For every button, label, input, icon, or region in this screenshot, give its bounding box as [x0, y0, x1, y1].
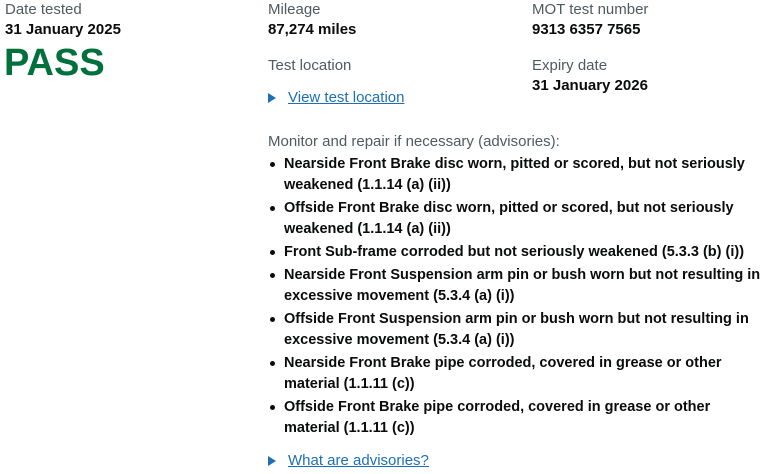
test-summary-right — [532, 0, 762, 96]
view-test-location-toggle[interactable] — [268, 88, 518, 108]
what-are-advisories-link[interactable]: What are advisories? — [288, 452, 429, 469]
advisories-heading: Monitor and repair if necessary (advisories): — [268, 133, 560, 150]
advisories-list — [268, 154, 764, 439]
test-result-status: PASS — [4, 42, 105, 84]
date-tested-label: Date tested — [5, 1, 82, 18]
test-summary-left — [5, 0, 255, 84]
advisory-item: Nearside Front Suspension arm pin or bush worn but not resulting in excessive movement (5.3.4 (a) (i)) — [268, 265, 764, 307]
mot-test-number-value: 9313 6357 7565 — [532, 21, 641, 38]
date-tested-value: 31 January 2025 — [5, 21, 121, 38]
advisory-item: Offside Front Brake pipe corroded, covered in grease or other material (1.1.11 (c)) — [268, 397, 764, 439]
advisory-item: Front Sub-frame corroded but not seriously weakened (5.3.3 (b) (i)) — [268, 242, 764, 263]
expiry-date-label: Expiry date — [532, 57, 608, 74]
expiry-date-value: 31 January 2026 — [532, 77, 648, 94]
advisory-item: Nearside Front Brake pipe corroded, covered in grease or other material (1.1.11 (c)) — [268, 353, 764, 395]
advisory-item: Nearside Front Brake disc worn, pitted or scored, but not seriously weakened (1.1.14 (a) (ii)) — [268, 154, 764, 196]
advisories-section — [268, 132, 764, 441]
expand-triangle-icon — [268, 93, 276, 103]
expand-triangle-icon — [268, 456, 276, 466]
mileage-value: 87,274 miles — [268, 21, 357, 38]
what-are-advisories-toggle[interactable] — [268, 451, 429, 471]
mileage-label: Mileage — [268, 1, 321, 18]
advisory-item: Offside Front Suspension arm pin or bush worn but not resulting in excessive movement (5.3.4 (a) (i)) — [268, 309, 764, 351]
advisory-item: Offside Front Brake disc worn, pitted or scored, but not seriously weakened (1.1.14 (a) (ii)) — [268, 198, 764, 240]
view-test-location-link[interactable]: View test location — [288, 89, 405, 106]
test-summary-middle — [268, 0, 518, 108]
test-location-label: Test location — [268, 57, 352, 74]
mot-test-number-label: MOT test number — [532, 1, 649, 18]
